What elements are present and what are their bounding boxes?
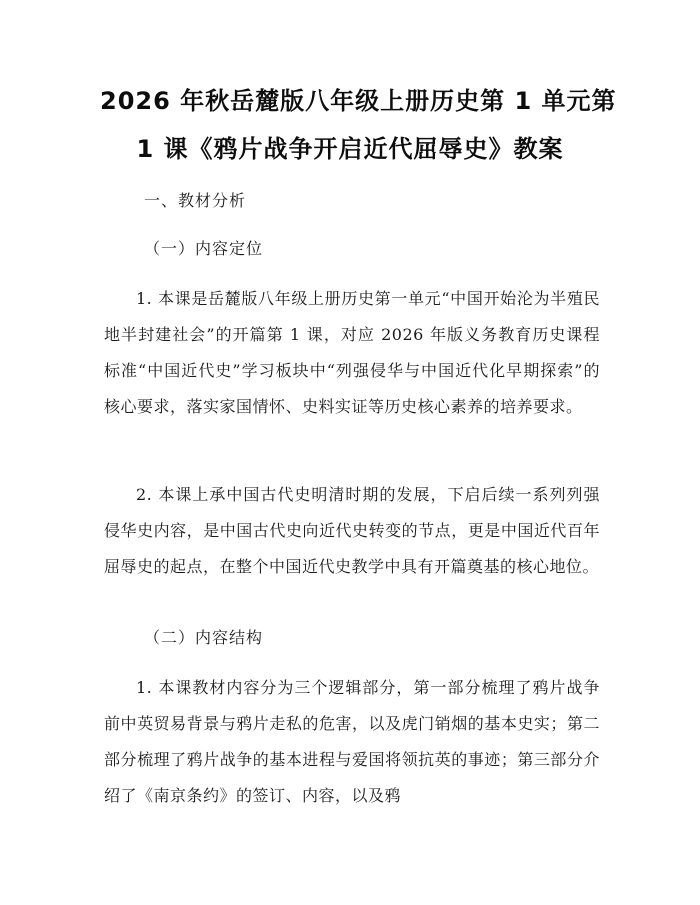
document-title-line-1: 2026 年秋岳麓版八年级上册历史第 1 单元第 <box>100 87 617 115</box>
subsection-heading-content-positioning: （一）内容定位 <box>144 239 264 258</box>
document-title-line-2: 1 课《鸦片战争开启近代屈辱史》教案 <box>136 135 564 163</box>
paragraph-positioning-2: 2. 本课上承中国古代史明清时期的发展，下启后续一系列列强侵华史内容，是中国古代史向近代史转变的节点，更是中国近代百年屈辱史的起点，在整个中国近代史教学中具有开篇奠基的核心地位。 <box>104 485 600 576</box>
section-heading-textbook-analysis: 一、教材分析 <box>144 191 247 210</box>
subsection-heading-content-structure: （二）内容结构 <box>144 628 264 647</box>
paragraph-structure-1: 1. 本课教材内容分为三个逻辑部分，第一部分梳理了鸦片战争前中英贸易背景与鸦片走私的危害，以及虎门销烟的基本史实；第二部分梳理了鸦片战争的基本进程与爱国将领抗英的事迹；第三部分介绍了《南京条约》的签订、内容，以及鸦 <box>104 678 600 805</box>
paragraph-positioning-1: 1. 本课是岳麓版八年级上册历史第一单元“中国开始沦为半殖民地半封建社会”的开篇第 1 课，对应 2026 年版义务教育历史课程标准“中国近代史”学习板块中“列强侵华与中国近代化早期探索”的核心要求，落实家国情怀、史料实证等历史核心素养的培养要求。 <box>104 289 600 416</box>
